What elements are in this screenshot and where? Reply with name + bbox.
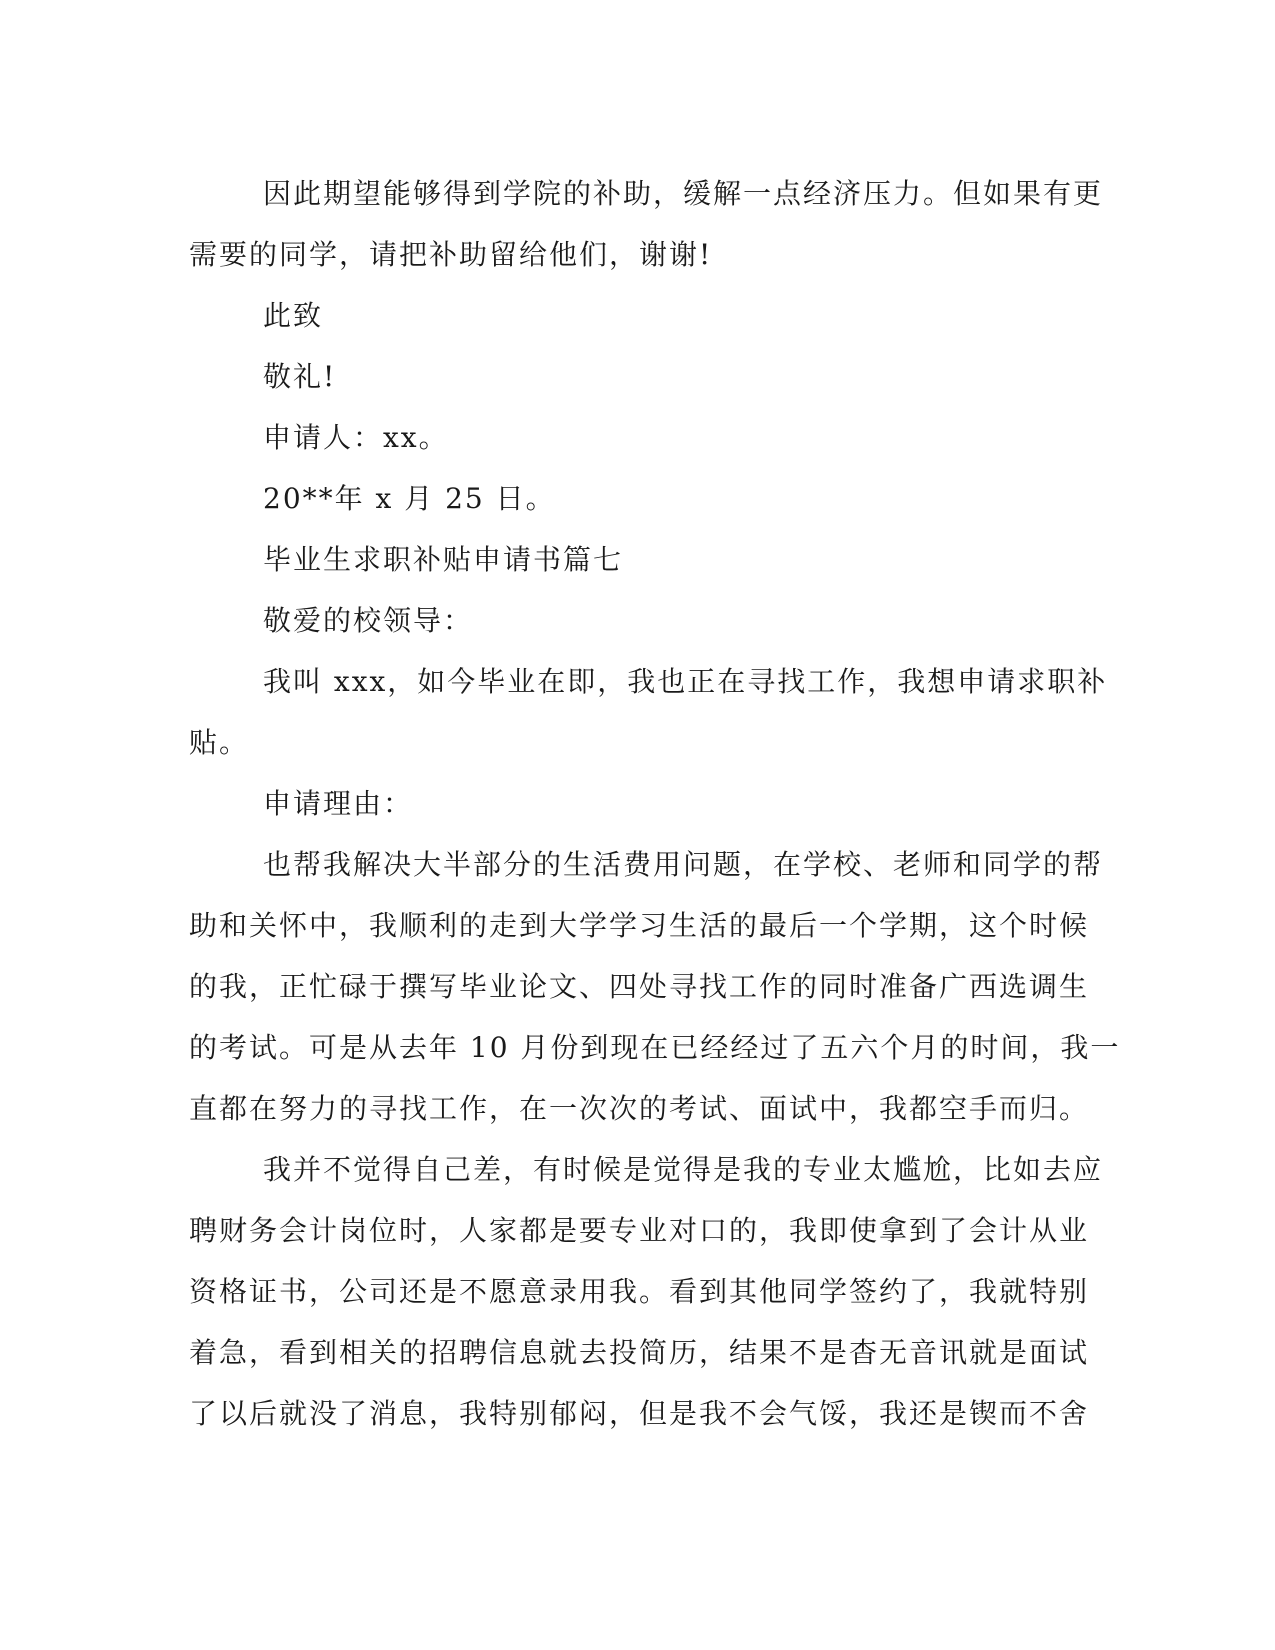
paragraph-line: 我叫 xxx，如今毕业在即，我也正在寻找工作，我想申请求职补 <box>263 665 1108 698</box>
document-body <box>189 163 1121 1444</box>
paragraph-line: 也帮我解决大半部分的生活费用问题，在学校、老师和同学的帮 <box>263 848 1104 881</box>
paragraph-line: 着急，看到相关的招聘信息就去投简历，结果不是杳无音讯就是面试 <box>189 1336 1090 1369</box>
paragraph-line: 直都在努力的寻找工作，在一次次的考试、面试中，我都空手而归。 <box>189 1092 1090 1125</box>
applicant-line: 申请人：xx。 <box>263 421 449 454</box>
paragraph-line: 的考试。可是从去年 10 月份到现在已经经过了五六个月的时间，我一 <box>189 1031 1121 1064</box>
paragraph-line: 助和关怀中，我顺利的走到大学学习生活的最后一个学期，这个时候 <box>189 909 1090 942</box>
paragraph-line: 贴。 <box>189 726 250 759</box>
paragraph-line: 资格证书，公司还是不愿意录用我。看到其他同学签约了，我就特别 <box>189 1275 1090 1308</box>
paragraph-line: 聘财务会计岗位时，人家都是要专业对口的，我即使拿到了会计从业 <box>189 1214 1090 1247</box>
reason-heading: 申请理由： <box>263 787 414 820</box>
section-title: 毕业生求职补贴申请书篇七 <box>263 543 624 576</box>
closing-salutation: 此致 <box>263 299 324 332</box>
paragraph-line: 的我，正忙碌于撰写毕业论文、四处寻找工作的同时准备广西选调生 <box>189 970 1090 1003</box>
paragraph-line: 因此期望能够得到学院的补助，缓解一点经济压力。但如果有更 <box>263 177 1104 210</box>
paragraph-line: 需要的同学，请把补助留给他们，谢谢! <box>189 238 713 271</box>
closing-regards: 敬礼! <box>263 360 337 393</box>
paragraph-line: 我并不觉得自己差，有时候是觉得是我的专业太尴尬，比如去应 <box>263 1153 1104 1186</box>
date-line: 20**年 x 月 25 日。 <box>263 482 556 515</box>
paragraph-line: 了以后就没了消息，我特别郁闷，但是我不会气馁，我还是锲而不舍 <box>189 1397 1090 1430</box>
greeting-line: 敬爱的校领导： <box>263 604 474 637</box>
